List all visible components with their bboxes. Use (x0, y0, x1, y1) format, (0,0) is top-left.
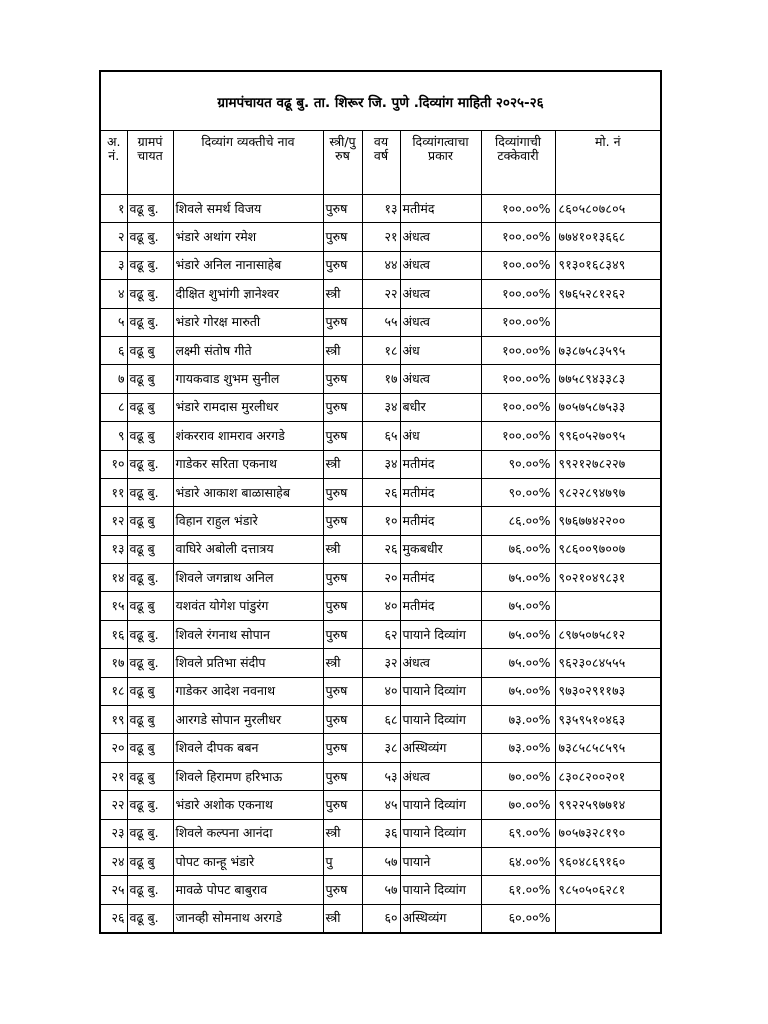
cell-disability-type: अंधत्व (400, 365, 481, 393)
cell-grampanchayat: वढू बु. (127, 223, 173, 251)
table-row (100, 195, 661, 223)
cell-disability-type: मतीमंद (400, 592, 481, 620)
cell-serial-no: १८ (100, 677, 127, 705)
cell-name: शिवले कल्पना आनंदा (173, 819, 323, 847)
cell-gender: स्त्री (323, 819, 362, 847)
table-row (100, 422, 661, 450)
cell-percentage: १००.००% (481, 251, 555, 279)
table-row (100, 762, 661, 790)
cell-mobile: ७३८७५८३५९५ (555, 336, 661, 364)
cell-disability-type: अस्थिव्यंग (400, 734, 481, 762)
cell-name: शिवले जगन्नाथ अनिल (173, 564, 323, 592)
cell-serial-no: ८ (100, 393, 127, 421)
header-percentage: दिव्यांगाची टक्केवारी (481, 131, 555, 195)
table-row (100, 592, 661, 620)
cell-percentage: ८६.००% (481, 507, 555, 535)
cell-percentage: १००.००% (481, 393, 555, 421)
cell-percentage: १००.००% (481, 422, 555, 450)
table-row (100, 393, 661, 421)
table-row (100, 308, 661, 336)
cell-mobile: ९७६५२८१२६२ (555, 280, 661, 308)
cell-percentage: ६०.००% (481, 904, 555, 932)
cell-name: वाघिरे अबोली दत्तात्रय (173, 535, 323, 563)
cell-serial-no: ७ (100, 365, 127, 393)
cell-disability-type: मतीमंद (400, 478, 481, 506)
cell-gender: पुरुष (323, 195, 362, 223)
cell-serial-no: २२ (100, 791, 127, 819)
cell-gender: पुरुष (323, 308, 362, 336)
cell-serial-no: ४ (100, 280, 127, 308)
cell-age: ५३ (362, 762, 400, 790)
cell-age: ५७ (362, 847, 400, 875)
cell-grampanchayat: वढू बु. (127, 251, 173, 279)
cell-name: शंकरराव शामराव अरगडे (173, 422, 323, 450)
cell-mobile: ७०५७५८७५३३ (555, 393, 661, 421)
cell-age: ४० (362, 677, 400, 705)
cell-serial-no: २० (100, 734, 127, 762)
table-row (100, 535, 661, 563)
cell-name: गायकवाड शुभम सुनील (173, 365, 323, 393)
cell-age: ३४ (362, 450, 400, 478)
cell-age: २० (362, 564, 400, 592)
cell-serial-no: ३ (100, 251, 127, 279)
cell-serial-no: २३ (100, 819, 127, 847)
cell-name: मावळे पोपट बाबुराव (173, 876, 323, 904)
cell-percentage: ७०.००% (481, 762, 555, 790)
table-row (100, 791, 661, 819)
cell-name: गाडेकर सरिता एकनाथ (173, 450, 323, 478)
cell-serial-no: १ (100, 195, 127, 223)
table-body (100, 195, 661, 933)
cell-percentage: ७३.००% (481, 706, 555, 734)
header-disability-type: दिव्यांगत्वाचा प्रकार (400, 131, 481, 195)
cell-name: शिवले हिरामण हरिभाऊ (173, 762, 323, 790)
cell-disability-type: पायाने दिव्यांग (400, 677, 481, 705)
cell-percentage: ७०.००% (481, 791, 555, 819)
cell-age: ४४ (362, 251, 400, 279)
cell-disability-type: अंध (400, 336, 481, 364)
disability-table (99, 70, 662, 934)
cell-mobile: ९८२२८९४७९७ (555, 478, 661, 506)
cell-name: भंडारे रामदास मुरलीधर (173, 393, 323, 421)
cell-serial-no: २४ (100, 847, 127, 875)
cell-age: ५५ (362, 308, 400, 336)
cell-serial-no: ६ (100, 336, 127, 364)
cell-name: शिवले रंगनाथ सोपान (173, 620, 323, 648)
cell-age: ६५ (362, 422, 400, 450)
cell-serial-no: १५ (100, 592, 127, 620)
cell-grampanchayat: वढू बु. (127, 280, 173, 308)
header-grampanchayat: ग्रामपं चायत (127, 131, 173, 195)
cell-disability-type: मतीमंद (400, 507, 481, 535)
cell-percentage: ९०.००% (481, 478, 555, 506)
cell-name: भंडारे अथांग रमेश (173, 223, 323, 251)
cell-disability-type: मतीमंद (400, 195, 481, 223)
cell-percentage: ७६.००% (481, 535, 555, 563)
cell-gender: पुरुष (323, 365, 362, 393)
cell-name: भंडारे अशोक एकनाथ (173, 791, 323, 819)
cell-percentage: ७५.००% (481, 677, 555, 705)
cell-age: ६० (362, 904, 400, 932)
cell-mobile: ९१३०१६८३४९ (555, 251, 661, 279)
cell-mobile: ९९६०५२७०९५ (555, 422, 661, 450)
table-row (100, 706, 661, 734)
cell-gender: पुरुष (323, 478, 362, 506)
cell-serial-no: ९ (100, 422, 127, 450)
cell-age: ३६ (362, 819, 400, 847)
cell-name: भंडारे गोरक्ष मारुती (173, 308, 323, 336)
page-title: ग्रामपंचायत वढू बु. ता. शिरूर जि. पुणे .दिव्यांग माहिती २०२५-२६ (100, 71, 661, 131)
cell-serial-no: १६ (100, 620, 127, 648)
cell-percentage: १००.००% (481, 336, 555, 364)
cell-mobile: ७७५८९४३३८३ (555, 365, 661, 393)
cell-gender: पुरुष (323, 677, 362, 705)
cell-name: विहान राहुल भंडारे (173, 507, 323, 535)
cell-disability-type: अंधत्व (400, 251, 481, 279)
table-row (100, 734, 661, 762)
cell-age: २६ (362, 478, 400, 506)
cell-grampanchayat: वढू बु (127, 422, 173, 450)
cell-grampanchayat: वढू बु (127, 365, 173, 393)
table-row (100, 819, 661, 847)
cell-gender: पुरुष (323, 507, 362, 535)
cell-percentage: १००.००% (481, 365, 555, 393)
cell-disability-type: अंधत्व (400, 308, 481, 336)
cell-disability-type: पायाने दिव्यांग (400, 706, 481, 734)
cell-age: ३२ (362, 649, 400, 677)
cell-name: दीक्षित शुभांगी ज्ञानेश्वर (173, 280, 323, 308)
cell-grampanchayat: वढू बु (127, 706, 173, 734)
cell-name: आरगडे सोपान मुरलीधर (173, 706, 323, 734)
table-row (100, 251, 661, 279)
cell-gender: स्त्री (323, 649, 362, 677)
table-row (100, 649, 661, 677)
cell-grampanchayat: वढू बु (127, 734, 173, 762)
cell-serial-no: १७ (100, 649, 127, 677)
cell-percentage: ७५.००% (481, 620, 555, 648)
cell-disability-type: मतीमंद (400, 450, 481, 478)
cell-grampanchayat: वढू बु (127, 592, 173, 620)
header-row (100, 131, 661, 195)
cell-mobile: ९३५९५१०४६३ (555, 706, 661, 734)
cell-percentage: ६९.००% (481, 819, 555, 847)
table-row (100, 677, 661, 705)
header-mobile: मो. नं (555, 131, 661, 195)
cell-grampanchayat: वढू बु. (127, 876, 173, 904)
cell-gender: पुरुष (323, 564, 362, 592)
header-serial-no: अ. नं. (100, 131, 127, 195)
cell-disability-type: पायाने दिव्यांग (400, 620, 481, 648)
cell-name: गाडेकर आदेश नवनाथ (173, 677, 323, 705)
cell-percentage: ६१.००% (481, 876, 555, 904)
cell-age: २१ (362, 223, 400, 251)
cell-age: ३४ (362, 393, 400, 421)
cell-gender: पुरुष (323, 706, 362, 734)
cell-age: ३८ (362, 734, 400, 762)
cell-mobile (555, 308, 661, 336)
cell-name: शिवले प्रतिभा संदीप (173, 649, 323, 677)
cell-age: ४५ (362, 791, 400, 819)
cell-mobile: ९८५०५०६२८१ (555, 876, 661, 904)
table-row (100, 450, 661, 478)
cell-mobile: ९६०४८६९१६० (555, 847, 661, 875)
cell-age: ६८ (362, 706, 400, 734)
cell-gender: पुरुष (323, 620, 362, 648)
cell-grampanchayat: वढू बु (127, 393, 173, 421)
cell-mobile: ८३०८२००२०१ (555, 762, 661, 790)
cell-age: १३ (362, 195, 400, 223)
table-row (100, 507, 661, 535)
cell-name: जानव्ही सोमनाथ अरगडे (173, 904, 323, 932)
cell-disability-type: अंधत्व (400, 223, 481, 251)
cell-serial-no: २६ (100, 904, 127, 932)
cell-grampanchayat: वढू बु (127, 762, 173, 790)
cell-serial-no: २ (100, 223, 127, 251)
cell-grampanchayat: वढू बु. (127, 195, 173, 223)
cell-percentage: ७५.००% (481, 564, 555, 592)
cell-serial-no: १० (100, 450, 127, 478)
cell-disability-type: पायाने दिव्यांग (400, 791, 481, 819)
cell-percentage: ९०.००% (481, 450, 555, 478)
cell-percentage: ७३.००% (481, 734, 555, 762)
cell-serial-no: १४ (100, 564, 127, 592)
cell-disability-type: अस्थिव्यंग (400, 904, 481, 932)
cell-grampanchayat: वढू बु. (127, 649, 173, 677)
cell-percentage: १००.००% (481, 223, 555, 251)
cell-gender: पुरुष (323, 762, 362, 790)
cell-age: १७ (362, 365, 400, 393)
cell-mobile: ९६२३०८४५५५ (555, 649, 661, 677)
cell-percentage: १००.००% (481, 280, 555, 308)
cell-grampanchayat: वढू बु (127, 336, 173, 364)
table-row (100, 847, 661, 875)
cell-percentage: ६४.००% (481, 847, 555, 875)
cell-mobile: ९७३०२९११७३ (555, 677, 661, 705)
cell-mobile: ८६०५८०७८०५ (555, 195, 661, 223)
cell-grampanchayat: वढू बु. (127, 450, 173, 478)
cell-grampanchayat: वढू बु. (127, 904, 173, 932)
cell-serial-no: १२ (100, 507, 127, 535)
table-row (100, 904, 661, 932)
cell-percentage: ७५.००% (481, 649, 555, 677)
cell-grampanchayat: वढू बु (127, 507, 173, 535)
cell-age: ४० (362, 592, 400, 620)
cell-grampanchayat: वढू बु. (127, 819, 173, 847)
cell-gender: स्त्री (323, 535, 362, 563)
cell-grampanchayat: वढू बु (127, 847, 173, 875)
cell-gender: पुरुष (323, 791, 362, 819)
cell-mobile: ९९२१२७८२२७ (555, 450, 661, 478)
cell-serial-no: २१ (100, 762, 127, 790)
cell-percentage: १००.००% (481, 195, 555, 223)
cell-disability-type: अंधत्व (400, 649, 481, 677)
table-row (100, 223, 661, 251)
cell-disability-type: अंधत्व (400, 280, 481, 308)
table-row (100, 876, 661, 904)
cell-gender: पुरुष (323, 592, 362, 620)
cell-disability-type: मुकबधीर (400, 535, 481, 563)
cell-grampanchayat: वढू बु. (127, 791, 173, 819)
cell-grampanchayat: वढू बु. (127, 620, 173, 648)
cell-mobile (555, 592, 661, 620)
cell-serial-no: १९ (100, 706, 127, 734)
table-row (100, 336, 661, 364)
header-name: दिव्यांग व्यक्तीचे नाव (173, 131, 323, 195)
cell-name: पोपट कान्हू भंडारे (173, 847, 323, 875)
cell-gender: पुरुष (323, 734, 362, 762)
cell-mobile (555, 904, 661, 932)
cell-name: यशवंत योगेश पांडुरंग (173, 592, 323, 620)
cell-disability-type: पायाने दिव्यांग (400, 876, 481, 904)
cell-percentage: ७५.००% (481, 592, 555, 620)
cell-serial-no: ५ (100, 308, 127, 336)
cell-disability-type: अंधत्व (400, 762, 481, 790)
cell-mobile: ९७६७७४२२०० (555, 507, 661, 535)
header-gender: स्त्री/पु रुष (323, 131, 362, 195)
cell-gender: पुरुष (323, 876, 362, 904)
cell-mobile: ७३८५८५८५९५ (555, 734, 661, 762)
cell-name: लक्ष्मी संतोष गीते (173, 336, 323, 364)
cell-disability-type: पायाने (400, 847, 481, 875)
cell-mobile: ९०२१०४९८३१ (555, 564, 661, 592)
cell-age: ५७ (362, 876, 400, 904)
cell-mobile: ७७४१०१३६६८ (555, 223, 661, 251)
cell-grampanchayat: वढू बु (127, 535, 173, 563)
table-row (100, 620, 661, 648)
cell-mobile: ७०५७३२८१९० (555, 819, 661, 847)
cell-serial-no: १३ (100, 535, 127, 563)
table-row (100, 478, 661, 506)
cell-age: १८ (362, 336, 400, 364)
cell-age: ६२ (362, 620, 400, 648)
cell-grampanchayat: वढू बु. (127, 478, 173, 506)
cell-gender: स्त्री (323, 450, 362, 478)
cell-disability-type: अंध (400, 422, 481, 450)
cell-gender: स्त्री (323, 904, 362, 932)
cell-gender: पुरुष (323, 393, 362, 421)
cell-age: १० (362, 507, 400, 535)
cell-mobile: ८९७५०७५८१२ (555, 620, 661, 648)
cell-name: शिवले दीपक बबन (173, 734, 323, 762)
cell-gender: स्त्री (323, 336, 362, 364)
table-row (100, 280, 661, 308)
cell-mobile: ९८६००९७००७ (555, 535, 661, 563)
disability-list-sheet (99, 70, 660, 934)
cell-grampanchayat: वढू बु (127, 677, 173, 705)
cell-serial-no: ११ (100, 478, 127, 506)
cell-disability-type: पायाने दिव्यांग (400, 819, 481, 847)
cell-serial-no: २५ (100, 876, 127, 904)
cell-grampanchayat: वढू बु. (127, 308, 173, 336)
cell-age: २६ (362, 535, 400, 563)
cell-name: भंडारे अनिल नानासाहेब (173, 251, 323, 279)
cell-gender: पुरुष (323, 251, 362, 279)
cell-gender: स्त्री (323, 280, 362, 308)
cell-gender: पुरुष (323, 223, 362, 251)
cell-gender: पु (323, 847, 362, 875)
cell-name: भंडारे आकाश बाळासाहेब (173, 478, 323, 506)
cell-percentage: १००.००% (481, 308, 555, 336)
cell-mobile: ९९२२५९७७१४ (555, 791, 661, 819)
cell-name: शिवले समर्थ विजय (173, 195, 323, 223)
cell-gender: पुरुष (323, 422, 362, 450)
cell-disability-type: बधीर (400, 393, 481, 421)
cell-grampanchayat: वढू बु. (127, 564, 173, 592)
table-row (100, 365, 661, 393)
cell-disability-type: मतीमंद (400, 564, 481, 592)
table-row (100, 564, 661, 592)
header-age: वय वर्ष (362, 131, 400, 195)
cell-age: २२ (362, 280, 400, 308)
